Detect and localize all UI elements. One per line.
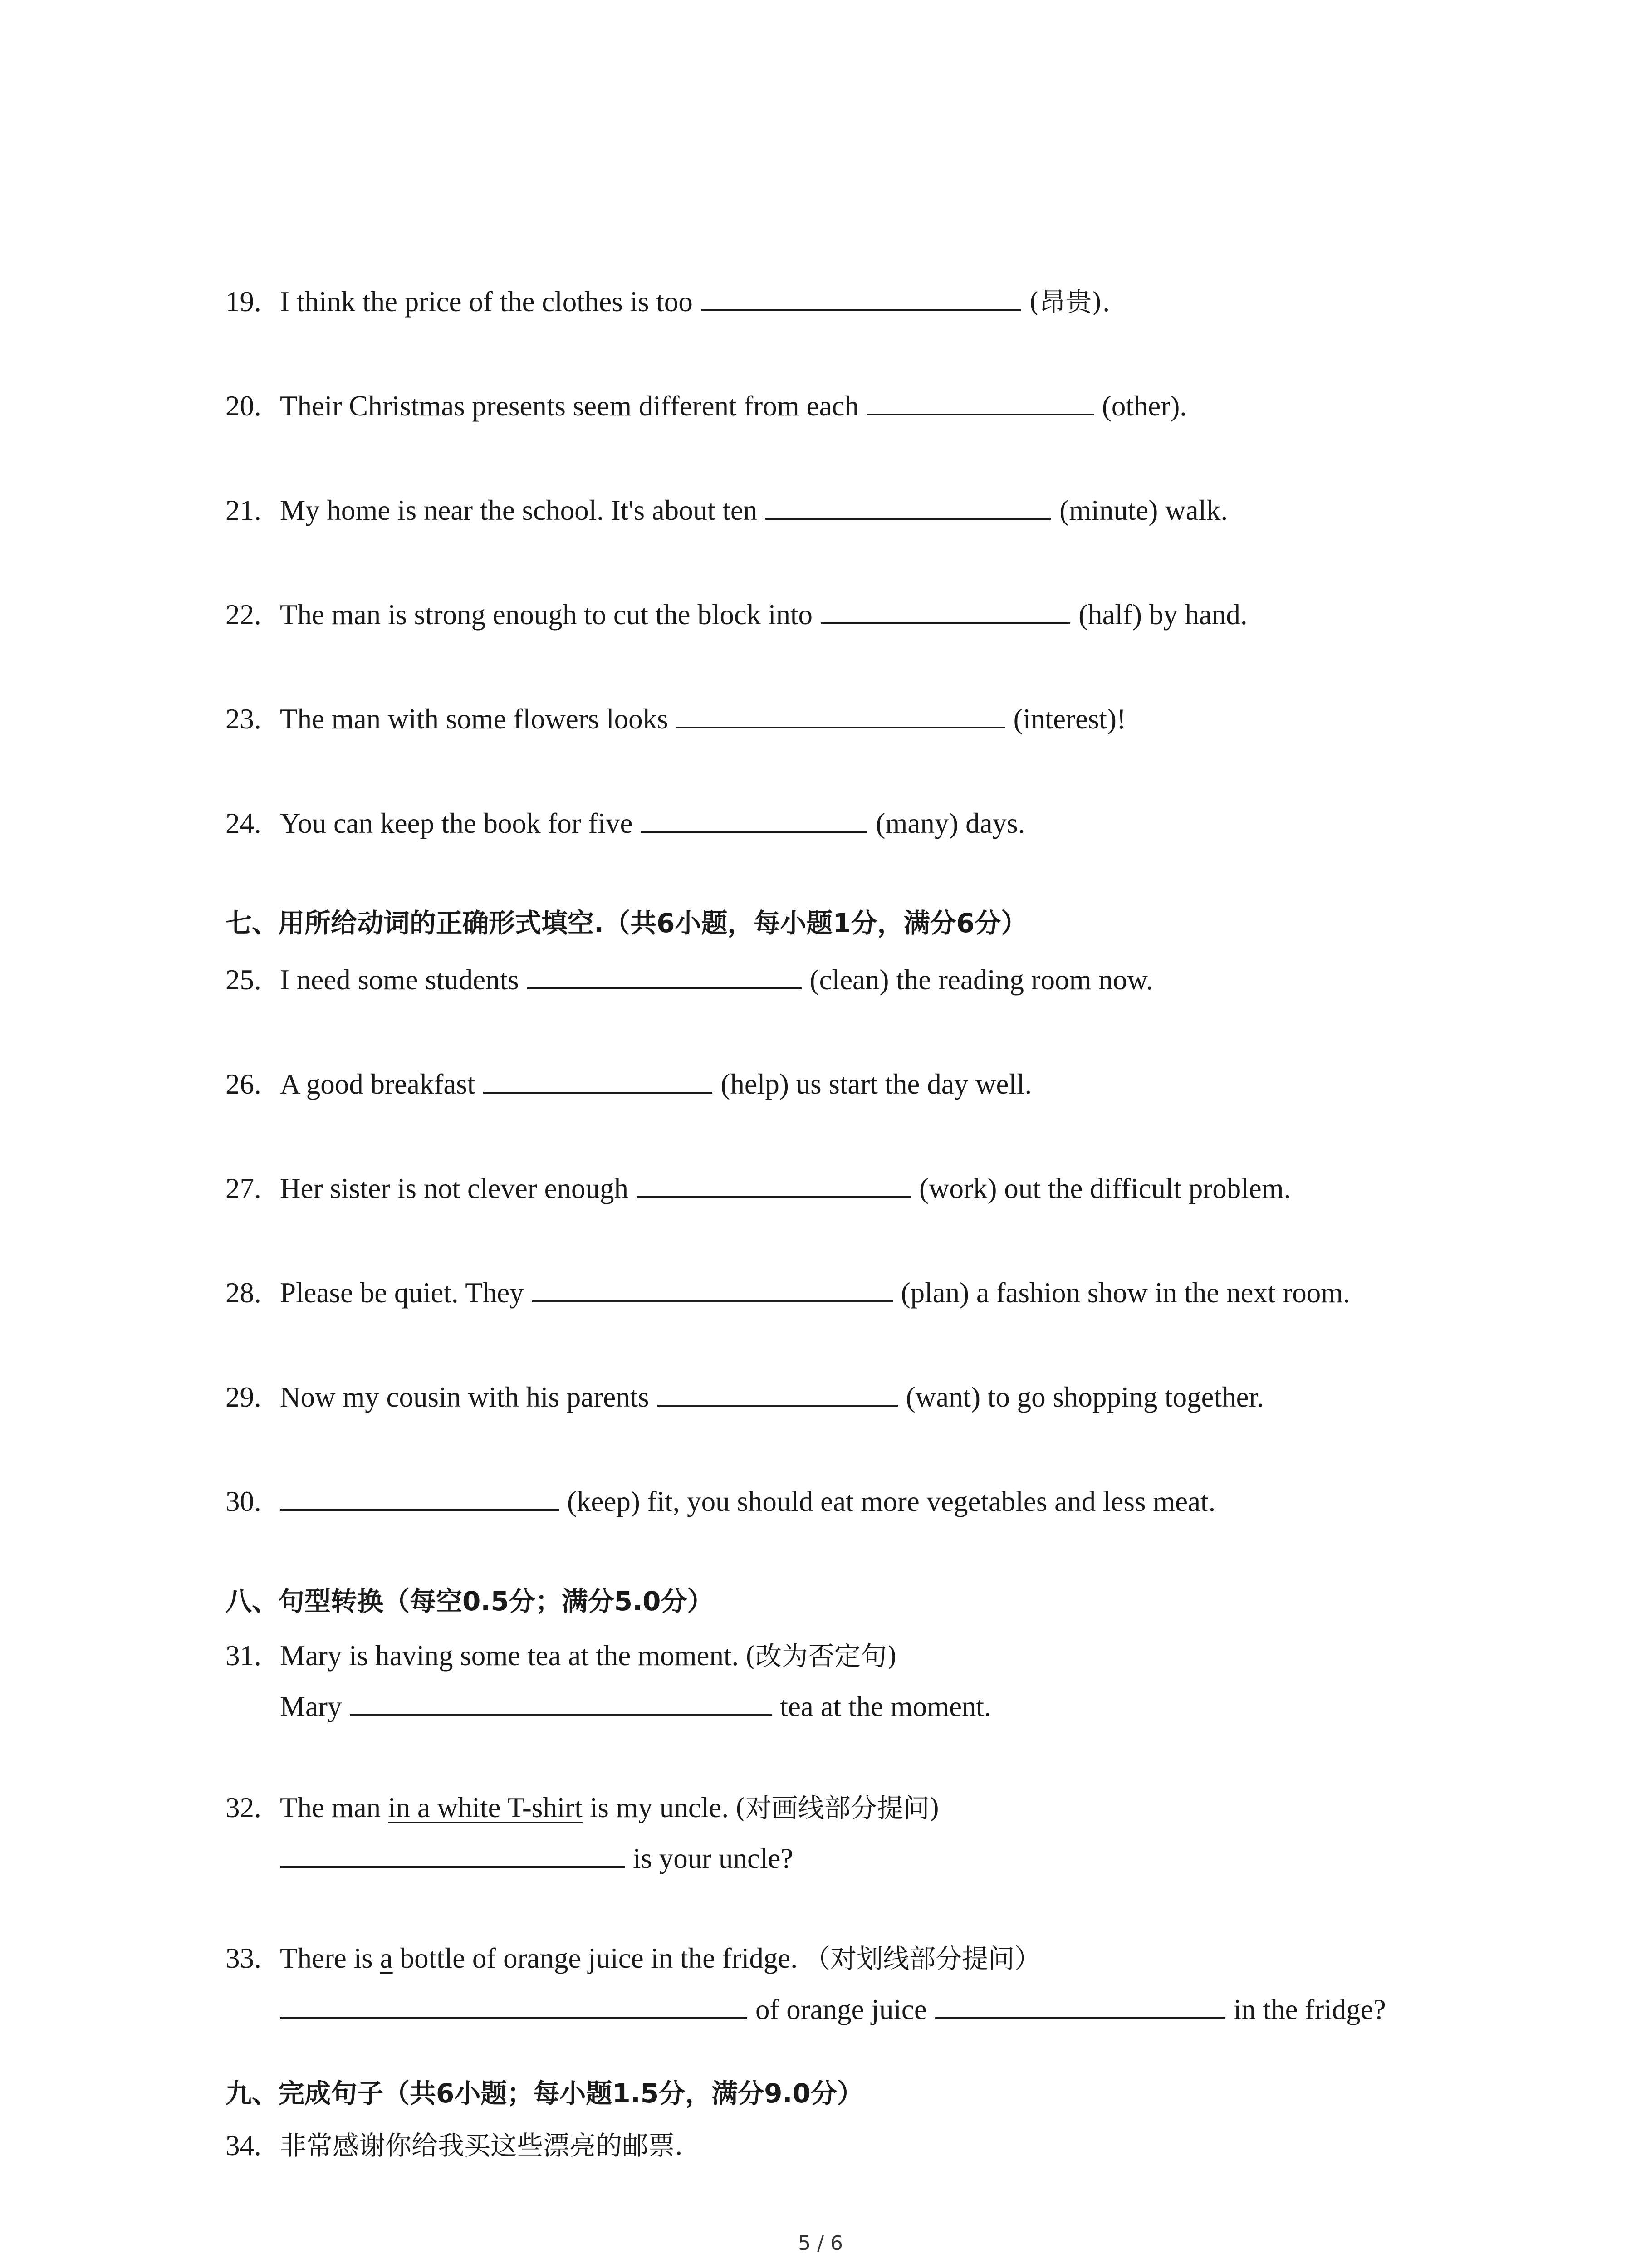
question-number: 28. [225,1277,261,1309]
answer-suffix: tea at the moment. [780,1691,991,1722]
question-number: 25. [225,964,261,996]
question-instruction: （对划线部分提问） [804,1943,1041,1974]
answer-blank[interactable] [280,1484,559,1511]
answer-blank[interactable] [765,493,1051,520]
question-number: 23. [225,703,261,735]
answer-blank[interactable] [676,701,1005,728]
question-text: I need some students [280,964,519,996]
answer-blank[interactable] [532,1275,893,1302]
question-number: 31. [225,1640,261,1672]
question-text: 非常感谢你给我买这些漂亮的邮票. [280,2130,683,2161]
answer-blank[interactable] [280,1992,747,2019]
question-number: 22. [225,599,261,631]
answer-blank[interactable] [867,388,1094,415]
answer-blank[interactable] [280,1841,625,1868]
question-number: 26. [225,1068,261,1100]
question-number: 30. [225,1486,261,1517]
answer-prefix: Mary [280,1691,342,1722]
page-number: 5 / 6 [798,2232,843,2255]
question-instruction: (对画线部分提问) [735,1793,940,1823]
question-text: My home is near the school. It's about ten [280,494,758,526]
question-hint: (many) days. [876,807,1025,839]
section-9-heading: 九、完成句子（共6小题；每小题1.5分，满分9.0分） [225,2078,863,2109]
answer-blank[interactable] [637,1171,911,1198]
question-hint: (昂贵). [1029,287,1111,318]
question-hint: (other). [1102,390,1187,422]
question-text: Mary is having some tea at the moment. [280,1640,739,1672]
question-hint: (plan) a fashion show in the next room. [901,1277,1350,1309]
question-text: The man with some flowers looks [280,703,668,735]
question-number: 27. [225,1173,261,1204]
question-text-end: bottle of orange juice in the fridge. [400,1942,798,1974]
question-hint: (keep) fit, you should eat more vegetables and less meat. [567,1486,1216,1517]
question-hint: (help) us start the day well. [720,1068,1032,1100]
answer-middle: of orange juice [755,1994,927,2025]
answer-blank[interactable] [821,597,1070,624]
question-number: 32. [225,1792,261,1823]
underlined-word: a [380,1942,393,1974]
question-number: 33. [225,1942,261,1974]
question-hint: (half) by hand. [1078,599,1248,631]
question-hint: (work) out the difficult problem. [919,1173,1291,1204]
section-7-heading: 七、用所给动词的正确形式填空.（共6小题，每小题1分，满分6分） [225,908,1028,938]
underlined-phrase: in a white T-shirt [388,1792,583,1823]
question-number: 19. [225,286,261,318]
question-text: Please be quiet. They [280,1277,524,1309]
answer-blank[interactable] [701,284,1021,311]
answer-blank[interactable] [641,806,867,833]
question-text: The man [280,1792,381,1823]
answer-suffix: in the fridge? [1233,1994,1386,2025]
question-number: 34. [225,2130,261,2161]
answer-blank[interactable] [483,1066,712,1094]
answer-suffix: is your uncle? [633,1843,794,1874]
question-text: You can keep the book for five [280,807,633,839]
question-text: The man is strong enough to cut the block into [280,599,813,631]
section-8-heading: 八、句型转换（每空0.5分；满分5.0分） [225,1586,714,1617]
question-text: There is [280,1942,373,1974]
question-text: Their Christmas presents seem different from each [280,390,859,422]
question-number: 24. [225,807,261,839]
answer-blank[interactable] [657,1379,898,1407]
question-hint: (minute) walk. [1059,494,1228,526]
answer-blank[interactable] [527,962,802,989]
question-text-end: is my uncle. [589,1792,729,1823]
question-hint: (interest)! [1013,703,1126,735]
question-number: 29. [225,1381,261,1413]
question-text: I think the price of the clothes is too [280,286,693,318]
question-number: 21. [225,494,261,526]
question-number: 20. [225,390,261,422]
question-hint: (want) to go shopping together. [906,1381,1264,1413]
question-text: Now my cousin with his parents [280,1381,649,1413]
answer-blank[interactable] [350,1689,772,1716]
question-instruction: (改为否定句) [745,1641,897,1672]
question-text: Her sister is not clever enough [280,1173,629,1204]
answer-blank[interactable] [935,1992,1225,2019]
question-text: A good breakfast [280,1068,475,1100]
question-hint: (clean) the reading room now. [809,964,1153,996]
